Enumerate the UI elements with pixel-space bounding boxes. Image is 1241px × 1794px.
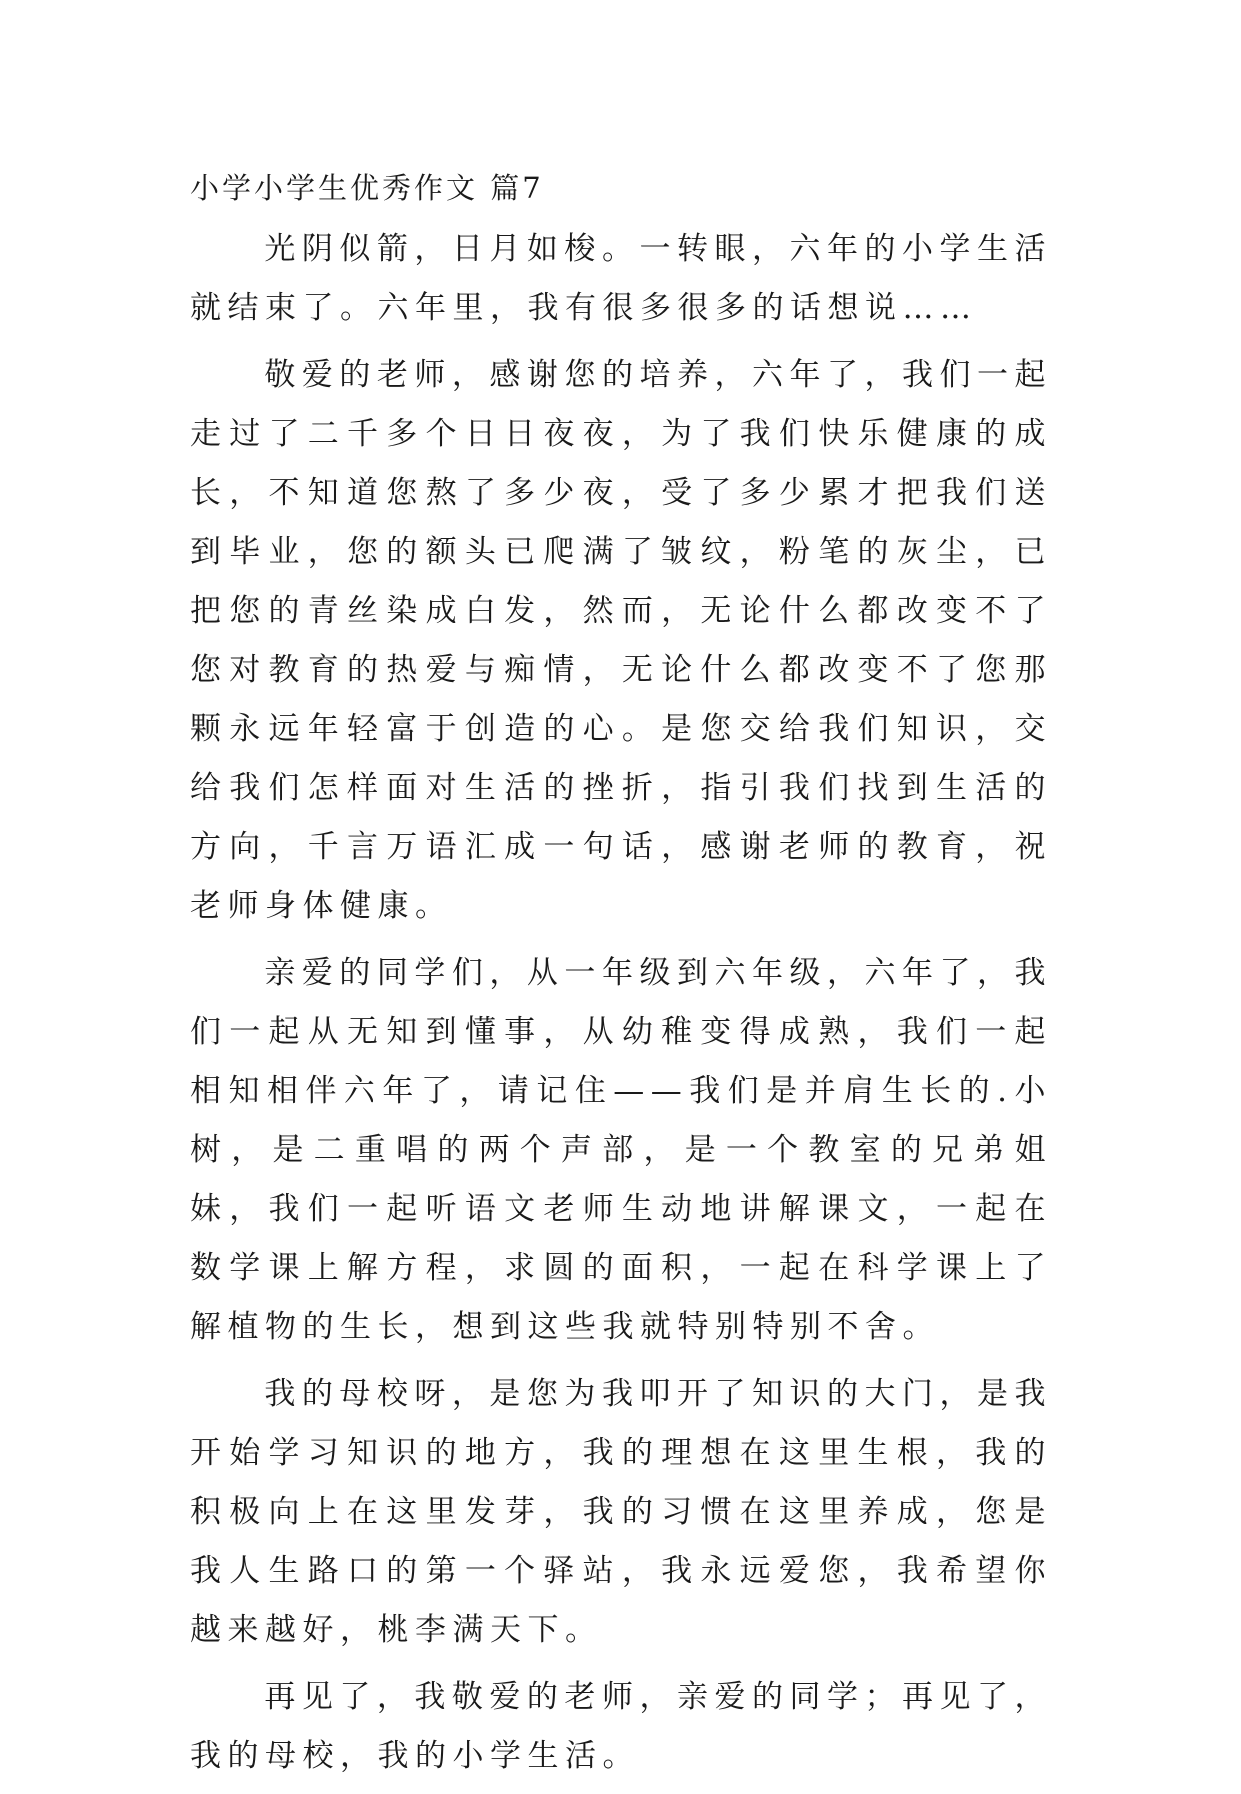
paragraph-teachers: 敬爱的老师，感谢您的培养，六年了，我们一起走过了二千多个日日夜夜，为了我们快乐健康的成长，不知道您熬了多少夜，受了多少累才把我们送到毕业，您的额头已爬满了皱纹，粉笔的灰尘，已把您的青丝染成白发，然而，无论什么都改变不了您对教育的热爱与痴情，无论什么都改变不了您那颗永远年轻富于创造的心。是您交给我们知识，交给我们怎样面对生活的挫折，指引我们找到生活的方向，千言万语汇成一句话，感谢老师的教育，祝老师身体健康。	[190, 357, 1052, 924]
paragraph-farewell: 再见了，我敬爱的老师，亲爱的同学；再见了，我的母校，我的小学生活。	[190, 1679, 1052, 1774]
paragraph-school: 我的母校呀，是您为我叩开了知识的大门，是我开始学习知识的地方，我的理想在这里生根，我的积极向上在这里发芽，我的习惯在这里养成，您是我人生路口的第一个驿站，我永远爱您，我希望你越来越好，桃李满天下。	[190, 1376, 1052, 1648]
paragraph-classmates: 亲爱的同学们，从一年级到六年级，六年了，我们一起从无知到懂事，从幼稚变得成熟，我们一起相知相伴六年了，请记住——我们是并肩生长的.小树，是二重唱的两个声部，是一个教室的兄弟姐妹，我们一起听语文老师生动地讲解课文，一起在数学课上解方程，求圆的面积，一起在科学课上了解植物的生长，想到这些我就特别特别不舍。	[190, 955, 1052, 1345]
paragraph-intro: 光阴似箭，日月如梭。一转眼，六年的小学生活就结束了。六年里，我有很多很多的话想说……	[190, 231, 1052, 326]
essay-body	[190, 160, 1052, 1794]
essay-title: 小学小学生优秀作文 篇7	[190, 171, 544, 205]
